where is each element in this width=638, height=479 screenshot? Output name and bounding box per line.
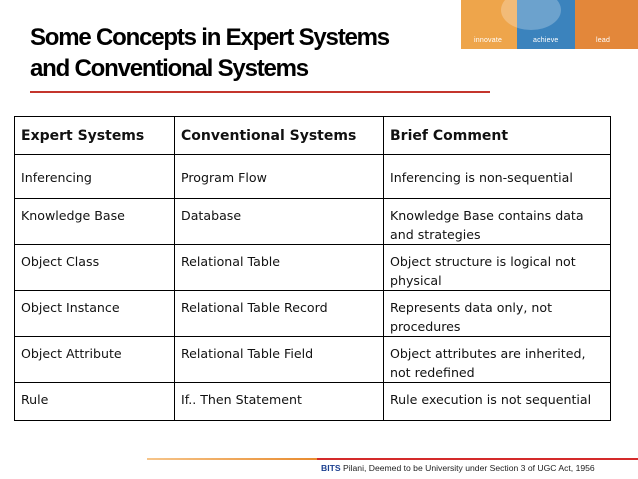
table-row	[15, 383, 611, 421]
header-conventional-systems: Conventional Systems	[175, 117, 384, 155]
table-row	[15, 155, 611, 199]
cell-conventional: Database	[175, 199, 384, 245]
cell-comment: Object structure is logical not physical	[384, 245, 611, 291]
header-brief-comment: Brief Comment	[384, 117, 611, 155]
slide-title	[30, 22, 460, 84]
cell-expert: Inferencing	[15, 155, 175, 199]
cell-comment: Inferencing is non-sequential	[384, 155, 611, 199]
title-underline	[30, 91, 490, 93]
cell-expert: Object Class	[15, 245, 175, 291]
comparison-table-container	[14, 116, 610, 421]
comparison-table	[14, 116, 611, 421]
cell-conventional: Relational Table Record	[175, 291, 384, 337]
header-expert-systems: Expert Systems	[15, 117, 175, 155]
footer-divider-accent	[147, 458, 317, 460]
logo-word-lead: lead	[596, 37, 611, 44]
cell-comment: Rule execution is not sequential	[384, 383, 611, 421]
cell-conventional: Relational Table Field	[175, 337, 384, 383]
slide-title-line-2: and Conventional Systems	[30, 55, 308, 82]
table-row	[15, 245, 611, 291]
cell-expert: Object Instance	[15, 291, 175, 337]
footer-text: Pilani, Deemed to be University under Section 3 of UGC Act, 1956	[340, 463, 595, 473]
cell-expert: Knowledge Base	[15, 199, 175, 245]
logo-word-innovate: innovate	[474, 37, 503, 44]
table-row	[15, 291, 611, 337]
cell-conventional: Relational Table	[175, 245, 384, 291]
slide-title-line-1: Some Concepts in Expert Systems	[30, 24, 389, 51]
logo-word-achieve: achieve	[533, 37, 559, 44]
table-row	[15, 337, 611, 383]
cell-comment: Represents data only, not procedures	[384, 291, 611, 337]
cell-expert: Rule	[15, 383, 175, 421]
footer-divider	[317, 458, 638, 460]
cell-expert: Object Attribute	[15, 337, 175, 383]
cell-conventional: Program Flow	[175, 155, 384, 199]
cell-comment: Object attributes are inherited, not redefined	[384, 337, 611, 383]
table-header-row	[15, 117, 611, 155]
footer-brand: BITS	[321, 463, 341, 473]
cell-conventional: If.. Then Statement	[175, 383, 384, 421]
university-logo-banner	[461, 0, 638, 49]
table-row	[15, 199, 611, 245]
cell-comment: Knowledge Base contains data and strategies	[384, 199, 611, 245]
footer-attribution	[321, 463, 595, 473]
